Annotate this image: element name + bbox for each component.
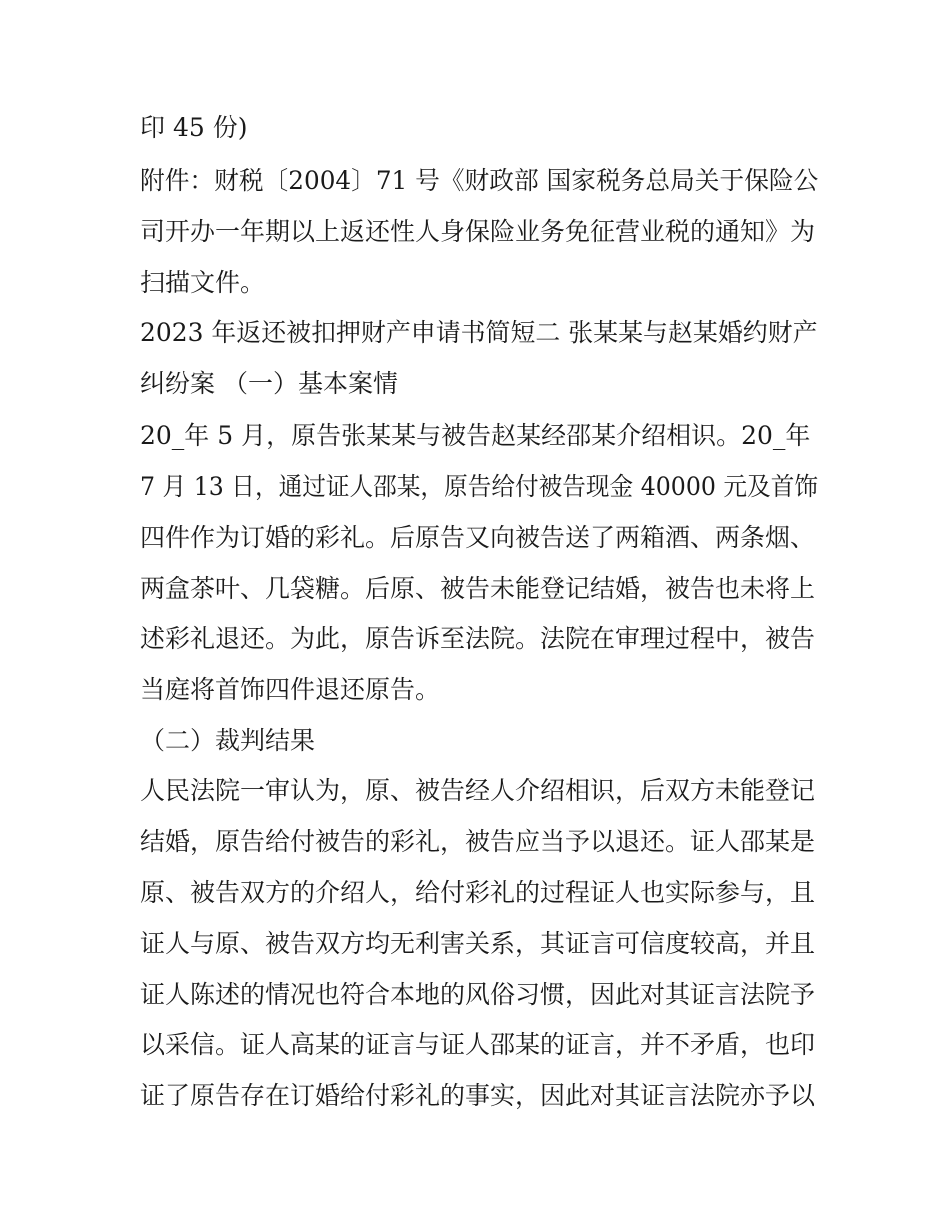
text-line: 纠纷案 （一）基本案情 <box>140 369 398 398</box>
text-line: 证人陈述的情况也符合本地的风俗习惯，因此对其证言法院予 <box>140 980 816 1009</box>
text-line: 2023 年返还被扣押财产申请书简短二 张某某与赵某婚约财产 <box>140 318 818 347</box>
text-line: 7 月 13 日，通过证人邵某，原告给付被告现金 40000 元及首饰 <box>140 472 818 501</box>
text-line: 人民法院一审认为，原、被告经人介绍相识，后双方未能登记 <box>140 776 816 805</box>
text-line: 20_年 5 月，原告张某某与被告赵某经邵某介绍相识。20_年 <box>140 421 811 450</box>
text-line: 附件：财税〔2004〕71 号《财政部 国家税务总局关于保险公 <box>140 166 819 195</box>
text-line: 证了原告存在订婚给付彩礼的事实，因此对其证言法院亦予以 <box>140 1081 816 1110</box>
section-heading: （二）裁判结果 <box>140 726 316 755</box>
text-line: 印 45 份) <box>140 113 248 142</box>
text-line: 扫描文件。 <box>140 268 266 297</box>
text-line: 结婚，原告给付被告的彩礼，被告应当予以退还。证人邵某是 <box>140 827 816 856</box>
text-line: 以采信。证人高某的证言与证人邵某的证言，并不矛盾，也印 <box>140 1030 816 1059</box>
text-line: 原、被告双方的介绍人，给付彩礼的过程证人也实际参与，且 <box>140 878 816 907</box>
text-line: 述彩礼退还。为此，原告诉至法院。法院在审理过程中，被告 <box>140 624 816 653</box>
text-line: 两盒茶叶、几袋糖。后原、被告未能登记结婚，被告也未将上 <box>140 574 816 603</box>
text-line: 四件作为订婚的彩礼。后原告又向被告送了两箱酒、两条烟、 <box>140 523 816 552</box>
text-line: 证人与原、被告双方均无利害关系，其证言可信度较高，并且 <box>140 929 816 958</box>
text-line: 司开办一年期以上返还性人身保险业务免征营业税的通知》为 <box>140 217 816 246</box>
text-line: 当庭将首饰四件退还原告。 <box>140 675 441 704</box>
